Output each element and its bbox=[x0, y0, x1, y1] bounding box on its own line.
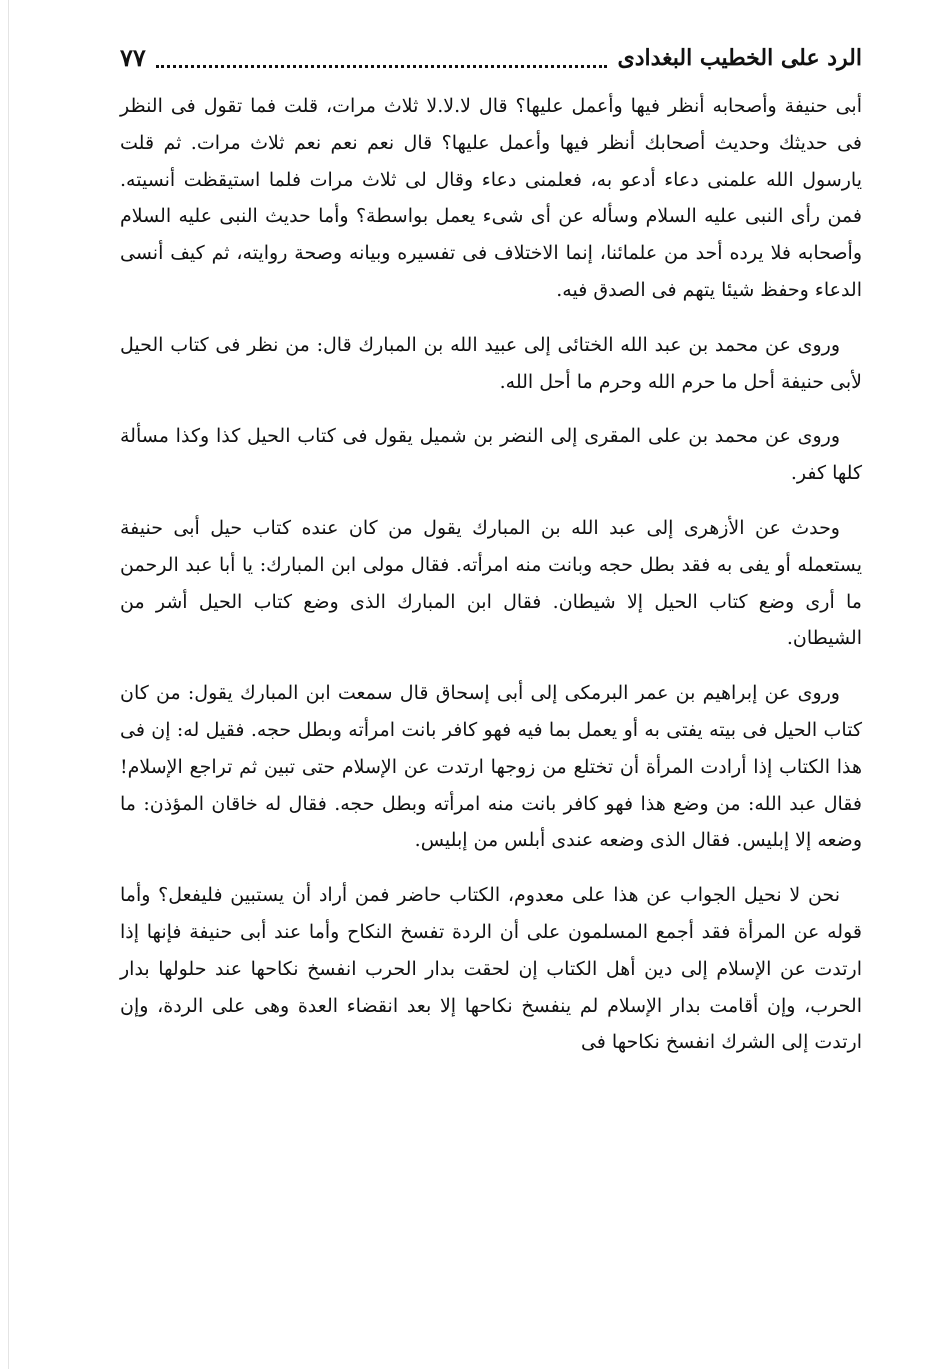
paragraph-3: وروى عن محمد بن على المقرى إلى النضر بن شميل يقول فى كتاب الحيل كذا وكذا مسألة كلها كفر. bbox=[120, 425, 862, 485]
paragraph-6: نحن لا نحيل الجواب عن هذا على معدوم، الكتاب حاضر فمن أراد أن يستبين فليفعل؟ وأما قوله عن المرأة فقد أجمع المسلمون على أن الردة تفسخ النكاح وأما عند أبى حنيفة فإنها إذا ارتدت عن الإسلام إلى دين أهل الكتاب إن لحقت بدار الحرب انفسخ نكاحها عند حلولها بدار الحرب، وإن أقامت بدار الإسلام لم ينفسخ نكاحها إلا بعد انقضاء العدة وهى على الردة، وإن ارتدت إلى الشرك انفسخ نكاحها فى bbox=[120, 884, 862, 1054]
paragraph-5: وروى عن إبراهيم بن عمر البرمكى إلى أبى إسحاق قال سمعت ابن المبارك يقول: من كان كتاب الحيل فى بيته يفتى به أو يعمل بما فيه فهو كافر بانت امرأته وبطل حجه. فقيل له: إن فى هذا الكتاب إذا أرادت المرأة أن تختلع من زوجها ارتدت عن الإسلام حتى تبين ثم تراجع الإسلام! فقال عبد الله: من وضع هذا فهو كافر بانت منه امرأته وبطل حجه. فقال له خاقان المؤذن: ما وضعه إلا إبليس. فقال الذى وضعه عندى أبلس من إبليس. bbox=[120, 682, 862, 852]
page-body bbox=[120, 88, 862, 1079]
scan-edge bbox=[8, 0, 9, 1369]
page-number: ٧٧ bbox=[120, 43, 146, 72]
paragraph-1: أبى حنيفة وأصحابه أنظر فيها وأعمل عليها؟ قال لا.لا.لا ثلاث مرات، قلت فما تقول فى النظر فى حديثك وحديث أصحابك أنظر فيها وأعمل عليها؟ قال نعم نعم نعم ثلاث مرات. ثم قلت يارسول الله علمنى دعاء أدعو به، فعلمنى دعاء وقال لى ثلاث مرات فلما استيقظت أنسيته. فمن رأى النبى عليه السلام وسأله عن أى شىء يعمل بواسطة؟ وأما حديث النبى عليه السلام وأصحابه فلا يرده أحد من علمائنا، إنما الاختلاف فى تفسيره وبيانه وصحة روايته، ثم كيف أنسى الدعاء وحفظ شيئا يتهم فى الصدق فيه. bbox=[120, 95, 863, 301]
header-leader-dots bbox=[156, 65, 608, 68]
paragraph-2: وروى عن محمد بن عبد الله الختائى إلى عبيد الله بن المبارك قال: من نظر فى كتاب الحيل لأبى حنيفة أحل ما حرم الله وحرم ما أحل الله. bbox=[120, 333, 862, 393]
running-header bbox=[120, 38, 862, 78]
running-title: الرد على الخطيب البغدادى bbox=[617, 45, 862, 71]
paragraph-4: وحدث عن الأزهرى إلى عبد الله بن المبارك يقول من كان عنده كتاب حيل أبى حنيفة يستعمله أو يفى به فقد بطل حجه وبانت منه امرأته. فقال مولى ابن المبارك: يا أبا عبد الرحمن ما أرى وضع كتاب الحيل إلا شيطان. فقال ابن المبارك الذى وضع كتاب الحيل أشر من الشيطان. bbox=[120, 516, 862, 650]
